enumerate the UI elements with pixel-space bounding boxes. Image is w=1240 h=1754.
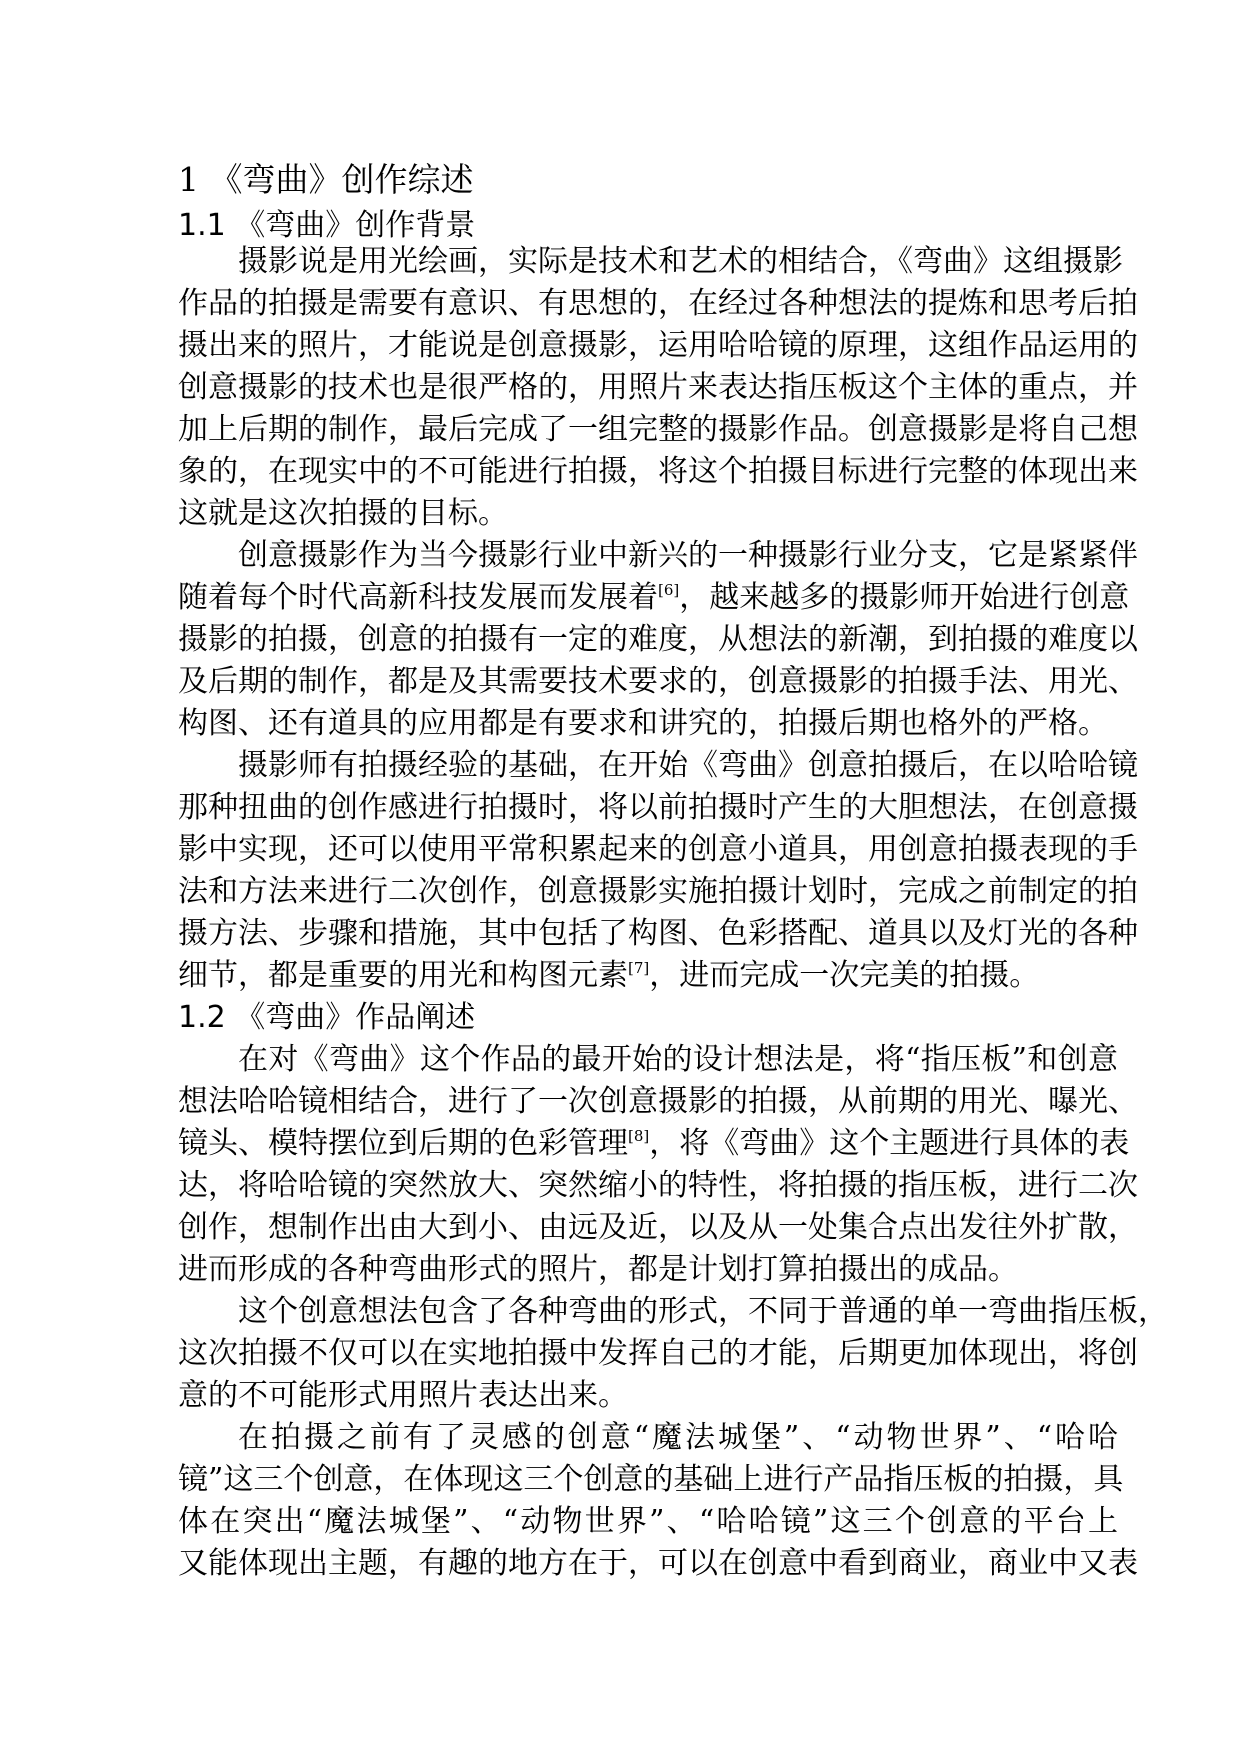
chapter-heading: 1 《弯曲》创作综述 <box>178 160 474 199</box>
line-text: 在对《弯曲》这个作品的最开始的设计想法是，将“指压板”和创意 <box>238 1042 1118 1077</box>
line-text: 摄影说是用光绘画，实际是技术和艺术的相结合，《弯曲》这组摄影 <box>238 244 1123 279</box>
paragraph-line <box>178 955 1118 997</box>
paragraph-line <box>178 493 1118 535</box>
line-text: ，进而完成一次完美的拍摄。 <box>649 958 1040 993</box>
paragraph-line <box>178 367 1138 409</box>
paragraph-line <box>238 1291 1168 1333</box>
paragraph-line <box>178 1165 1138 1207</box>
line-text: 进而形成的各种弯曲形式的照片，都是计划打算拍摄出的成品。 <box>178 1252 1018 1287</box>
line-text: 影中实现，还可以使用平常积累起来的创意小道具，用创意拍摄表现的手 <box>178 832 1138 867</box>
paragraph-line <box>178 451 1138 493</box>
line-text: 达，将哈哈镜的突然放大、突然缩小的特性，将拍摄的指压板，进行二次 <box>178 1168 1138 1203</box>
line-text: 摄影的拍摄，创意的拍摄有一定的难度，从想法的新潮，到拍摄的难度以 <box>178 622 1138 657</box>
line-text: 在拍摄之前有了灵感的创意“魔法城堡”、“动物世界”、“哈哈 <box>238 1420 1118 1455</box>
line-text: 又能体现出主题，有趣的地方在于，可以在创意中看到商业，商业中又表 <box>178 1546 1138 1581</box>
paragraph-line <box>178 1081 1138 1123</box>
line-text: 创意摄影的技术也是很严格的，用照片来表达指压板这个主体的重点，并 <box>178 370 1138 405</box>
line-text: ，越来越多的摄影师开始进行创意 <box>679 580 1130 615</box>
line-text: 细节，都是重要的用光和构图元素 <box>178 958 628 993</box>
paragraph-line <box>178 829 1138 871</box>
line-text: 镜”这三个创意，在体现这三个创意的基础上进行产品指压板的拍摄，具 <box>178 1462 1124 1497</box>
section-heading: 1.2 《弯曲》作品阐述 <box>178 1000 476 1035</box>
line-text: 作品的拍摄是需要有意识、有思想的，在经过各种想法的提炼和思考后拍 <box>178 286 1138 321</box>
paragraph-line <box>178 1207 1138 1249</box>
line-text: 法和方法来进行二次创作，创意摄影实施拍摄计划时，完成之前制定的拍 <box>178 874 1138 909</box>
paragraph-line <box>178 577 1130 619</box>
paragraph-line <box>178 619 1138 661</box>
paragraph-line <box>178 1123 1130 1165</box>
paragraph-line <box>238 745 1138 787</box>
paragraph-line <box>178 787 1138 829</box>
line-text: 那种扭曲的创作感进行拍摄时，将以前拍摄时产生的大胆想法，在创意摄 <box>178 790 1138 825</box>
paragraph-line <box>178 1375 1118 1417</box>
paragraph-line <box>238 1039 1118 1081</box>
line-text: 这就是这次拍摄的目标。 <box>178 496 508 531</box>
line-text: 想法哈哈镜相结合，进行了一次创意摄影的拍摄，从前期的用光、曝光、 <box>178 1084 1138 1119</box>
citation-superscript: [8] <box>628 1127 650 1145</box>
line-text: 这个创意想法包含了各种弯曲的形式，不同于普通的单一弯曲指压板， <box>238 1294 1168 1329</box>
line-text: 加上后期的制作，最后完成了一组完整的摄影作品。创意摄影是将自己想 <box>178 412 1138 447</box>
line-text: 摄方法、步骤和措施，其中包括了构图、色彩搭配、道具以及灯光的各种 <box>178 916 1138 951</box>
paragraph-line <box>178 1501 1118 1543</box>
line-text: ，将《弯曲》这个主题进行具体的表 <box>649 1126 1130 1161</box>
line-text: 体在突出“魔法城堡”、“动物世界”、“哈哈镜”这三个创意的平台上 <box>178 1504 1118 1539</box>
section-heading: 1.1 《弯曲》创作背景 <box>178 208 476 243</box>
line-text: 摄影师有拍摄经验的基础，在开始《弯曲》创意拍摄后，在以哈哈镜 <box>238 748 1138 783</box>
paragraph-line <box>178 1333 1138 1375</box>
line-text: 象的，在现实中的不可能进行拍摄，将这个拍摄目标进行完整的体现出来 <box>178 454 1138 489</box>
paragraph-line <box>178 871 1138 913</box>
line-text: 创作，想制作出由大到小、由远及近，以及从一处集合点出发往外扩散， <box>178 1210 1138 1245</box>
citation-superscript: [7] <box>628 959 650 977</box>
line-text: 随着每个时代高新科技发展而发展着 <box>178 580 658 615</box>
citation-superscript: [6] <box>658 581 680 599</box>
line-text: 这次拍摄不仅可以在实地拍摄中发挥自己的才能，后期更加体现出，将创 <box>178 1336 1138 1371</box>
paragraph-line <box>178 283 1138 325</box>
paragraph-line <box>238 535 1138 577</box>
paragraph-line <box>238 241 1123 283</box>
paragraph-line <box>178 1543 1138 1585</box>
line-text: 摄出来的照片，才能说是创意摄影，运用哈哈镜的原理，这组作品运用的 <box>178 328 1138 363</box>
line-text: 镜头、模特摆位到后期的色彩管理 <box>178 1126 628 1161</box>
paragraph-line <box>178 325 1138 367</box>
line-text: 意的不可能形式用照片表达出来。 <box>178 1378 628 1413</box>
paragraph-line <box>178 409 1138 451</box>
paragraph-line <box>238 1417 1118 1459</box>
paragraph-line <box>178 913 1138 955</box>
paragraph-line <box>178 703 1118 745</box>
line-text: 创意摄影作为当今摄影行业中新兴的一种摄影行业分支，它是紧紧伴 <box>238 538 1138 573</box>
line-text: 构图、还有道具的应用都是有要求和讲究的，拍摄后期也格外的严格。 <box>178 706 1108 741</box>
line-text: 及后期的制作，都是及其需要技术要求的，创意摄影的拍摄手法、用光、 <box>178 664 1138 699</box>
paragraph-line <box>178 1459 1124 1501</box>
paragraph-line <box>178 1249 1118 1291</box>
paragraph-line <box>178 661 1138 703</box>
